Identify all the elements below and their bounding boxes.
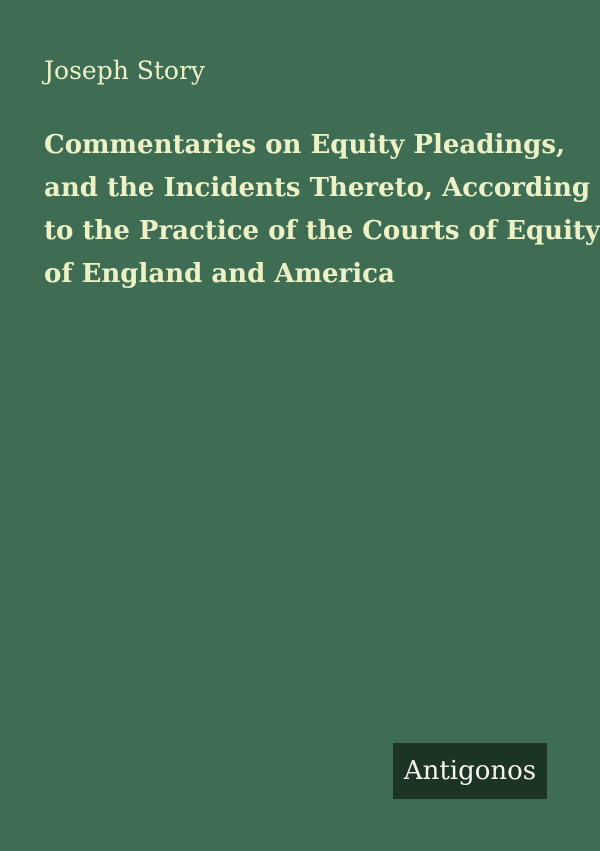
title-line-3: to the Practice of the Courts of Equity xyxy=(44,216,600,246)
book-title xyxy=(44,124,600,296)
title-line-1: Commentaries on Equity Pleadings, xyxy=(44,130,566,160)
author-name: Joseph Story xyxy=(44,56,206,85)
title-line-4: of England and America xyxy=(44,259,395,289)
publisher-name: Antigonos xyxy=(403,756,537,786)
publisher-badge xyxy=(393,743,547,799)
title-line-2: and the Incidents Thereto, According xyxy=(44,173,591,203)
